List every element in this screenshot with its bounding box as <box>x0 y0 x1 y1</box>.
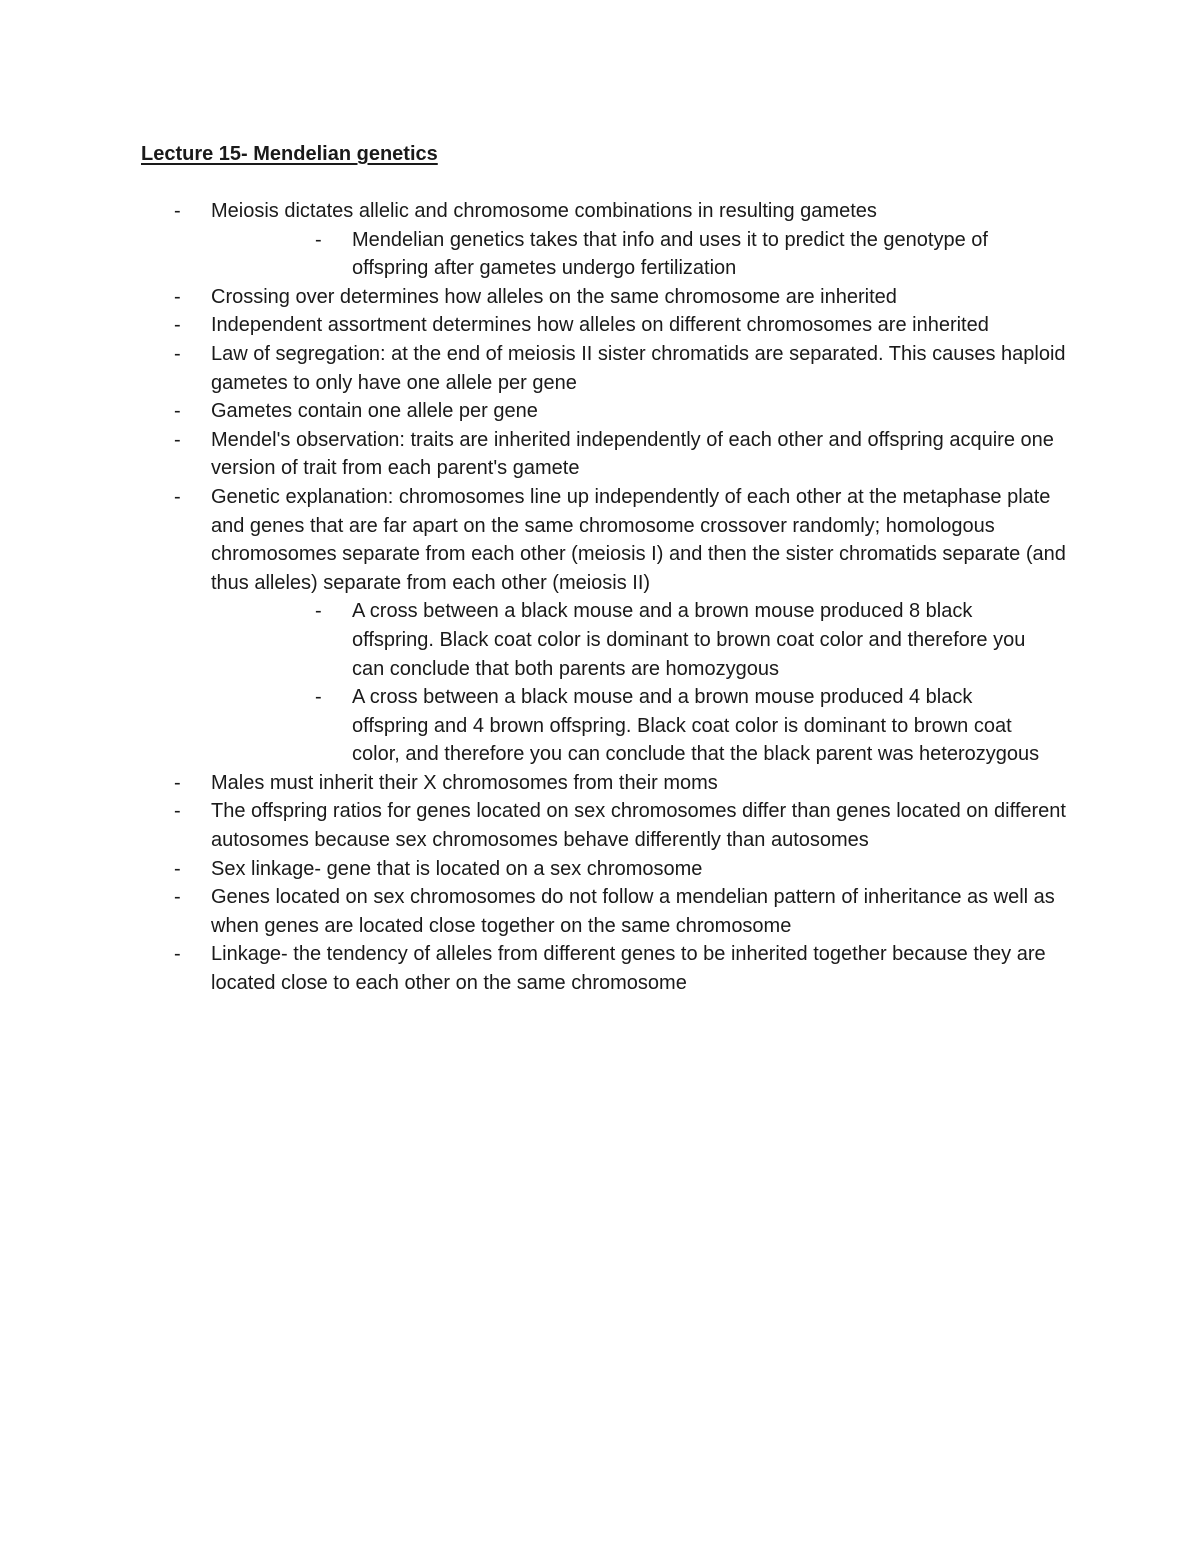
list-item <box>0 797 1200 854</box>
list-item-text: A cross between a black mouse and a brown mouse produced 4 black offspring and 4 brown offspring. Black coat color is dominant to brown coat color, and therefore you can conclude that the black parent was heterozygous <box>352 686 1040 766</box>
list-item <box>0 397 1200 426</box>
bullet-dash: - <box>174 285 181 308</box>
list-item <box>0 283 1200 312</box>
sub-list-item <box>0 683 1200 769</box>
list-item <box>0 340 1200 397</box>
list-item <box>0 426 1200 483</box>
list-item <box>0 483 1200 597</box>
list-item-text: Law of segregation: at the end of meiosis II sister chromatids are separated. This causes haploid gametes to only have one allele per gene <box>211 342 1066 394</box>
page-title: Lecture 15- Mendelian genetics <box>141 143 438 165</box>
list-item-text: The offspring ratios for genes located on sex chromosomes differ than genes located on different autosomes because sex chromosomes behave differently than autosomes <box>211 800 1066 852</box>
bullet-dash: - <box>315 228 322 251</box>
bullet-dash: - <box>174 400 181 423</box>
list-item-text: Linkage- the tendency of alleles from different genes to be inherited together because they are located close to each other on the same chromosome <box>211 943 1046 995</box>
list-item-text: Males must inherit their X chromosomes from their moms <box>211 771 718 794</box>
list-item-text: A cross between a black mouse and a brown mouse produced 8 black offspring. Black coat color is dominant to brown coat color and therefore you can conclude that both parents are homozygous <box>352 600 1026 680</box>
list-item-text: Genes located on sex chromosomes do not follow a mendelian pattern of inheritance as well as when genes are located close together on the same chromosome <box>211 886 1055 937</box>
bullet-dash: - <box>174 342 181 365</box>
bullet-dash: - <box>315 686 322 709</box>
list-item-text: Genetic explanation: chromosomes line up independently of each other at the metaphase plate and genes that are far apart on the same chromosome crossover randomly; homologous chromosomes separate from each other (meiosis I) and then the sister chromatids separate (and thus alleles) separate from each other (meiosis II) <box>211 485 1066 594</box>
list-item-text: Meiosis dictates allelic and chromosome combinations in resulting gametes <box>211 200 877 222</box>
bullet-list <box>0 197 1200 998</box>
bullet-dash: - <box>174 771 181 794</box>
list-item <box>0 197 1200 226</box>
list-item-text: Sex linkage- gene that is located on a sex chromosome <box>211 857 703 880</box>
list-item <box>0 855 1200 884</box>
bullet-dash: - <box>174 200 181 222</box>
bullet-dash: - <box>174 886 181 909</box>
list-item <box>0 311 1200 340</box>
sub-list-item <box>0 597 1200 683</box>
bullet-dash: - <box>174 943 181 966</box>
bullet-dash: - <box>315 600 322 623</box>
bullet-dash: - <box>174 428 181 451</box>
bullet-dash: - <box>174 485 181 508</box>
list-item-text: Mendelian genetics takes that info and uses it to predict the genotype of offspring after gametes undergo fertilization <box>352 228 988 280</box>
list-item-text: Independent assortment determines how alleles on different chromosomes are inherited <box>211 314 989 337</box>
list-item-text: Gametes contain one allele per gene <box>211 400 538 423</box>
list-item <box>0 769 1200 798</box>
sub-list-item <box>0 226 1200 283</box>
list-item-text: Mendel's observation: traits are inherited independently of each other and offspring acquire one version of trait from each parent's gamete <box>211 428 1054 480</box>
bullet-dash: - <box>174 314 181 337</box>
list-item-text: Crossing over determines how alleles on the same chromosome are inherited <box>211 285 897 308</box>
list-item <box>0 883 1200 940</box>
list-item <box>0 940 1200 997</box>
bullet-dash: - <box>174 857 181 880</box>
bullet-dash: - <box>174 800 181 823</box>
